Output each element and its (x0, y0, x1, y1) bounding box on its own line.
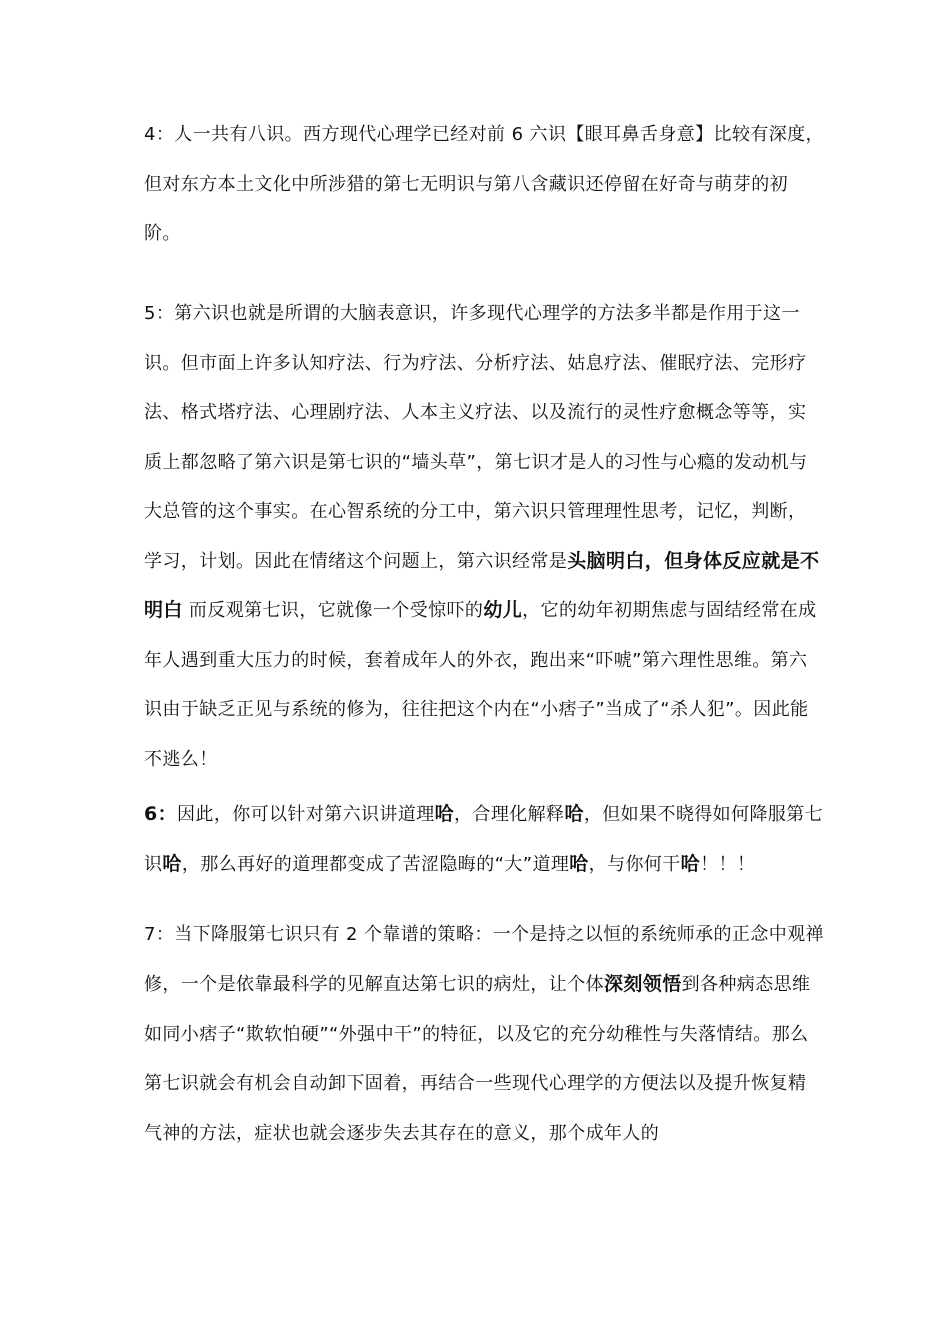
text-run: 4：人一共有八识。西方现代心理学已经对前 6 六识【眼耳鼻舌身意】比较有深度，但对东方本土文化中所涉猎的第七无明识与第八含藏识还停留在好奇与萌芽的初阶。 (144, 124, 824, 244)
text-run: ，与你何干 (588, 853, 681, 875)
bold-text: 深刻领悟 (604, 972, 682, 995)
text-run: ，那么再好的道理都变成了苦涩隐晦的“大”道理 (181, 853, 570, 875)
text-run: ！！！ (700, 853, 756, 875)
bold-text: 幼儿 (483, 599, 523, 621)
text-run: 而反观第七识，它就像一个受惊吓的 (182, 600, 484, 621)
text-run: ，但如果不晓得如何降服第七识 (144, 804, 824, 875)
text-run: 7：当下降服第七识只有 2 个靠谱的策略：一个是持之以恒的系统师承的正念中观禅修，一个是依靠最科学的见解直达第七识的病灶，让个体 (144, 924, 824, 995)
text-run: 到各种病态思维如同小痞子“欺软怕硬”“外强中干”的特征，以及它的充分幼稚性与失落情结。那么第七识就会有机会自动卸下固着，再结合一些现代心理学的方便法以及提升恢复精气神的方法，症状也就会逐步失去其存在的意义，那个成年人的 (144, 973, 811, 1145)
bold-text: 6： (144, 803, 178, 825)
paragraph-5 (144, 289, 824, 784)
bold-text: 哈 (162, 852, 182, 875)
text-run: 5：第六识也就是所谓的大脑表意识，许多现代心理学的方法多半都是作用于这一识。但市面上许多认知疗法、行为疗法、分析疗法、姑息疗法、催眠疗法、完形疗法、格式塔疗法、心理剧疗法、人本主义疗法、以及流行的灵性疗愈概念等等，实质上都忽略了第六识是第七识的“墙头草”，第七识才是人的习性与心瘾的发动机与大总管的这个事实。在心智系统的分工中，第六识只管理理性思考，记忆，判断，学习，计划。因此在情绪这个问题上，第六识经常是 (144, 303, 808, 572)
bold-text: 哈 (434, 803, 455, 825)
paragraph-6 (144, 790, 824, 889)
bold-text: 哈 (569, 852, 589, 875)
text-run: ，合理化解释 (454, 804, 565, 825)
text-run: 因此，你可以针对第六识讲道理 (177, 804, 435, 825)
text-run: ，它的幼年初期焦虑与固结经常在成年人遇到重大压力的时候，套着成年人的外衣，跑出来“吓唬”第六理性思维。第六识由于缺乏正见与系统的修为，往往把这个内在“小痞子”当成了“杀人犯”。因此能不逃么！ (144, 600, 817, 770)
bold-text: 哈 (680, 852, 701, 875)
bold-text: 头脑明白，但身体反应就是不明白 (144, 549, 820, 621)
paragraph-4 (144, 110, 824, 259)
paragraph-7 (144, 910, 824, 1159)
bold-text: 哈 (564, 803, 584, 825)
